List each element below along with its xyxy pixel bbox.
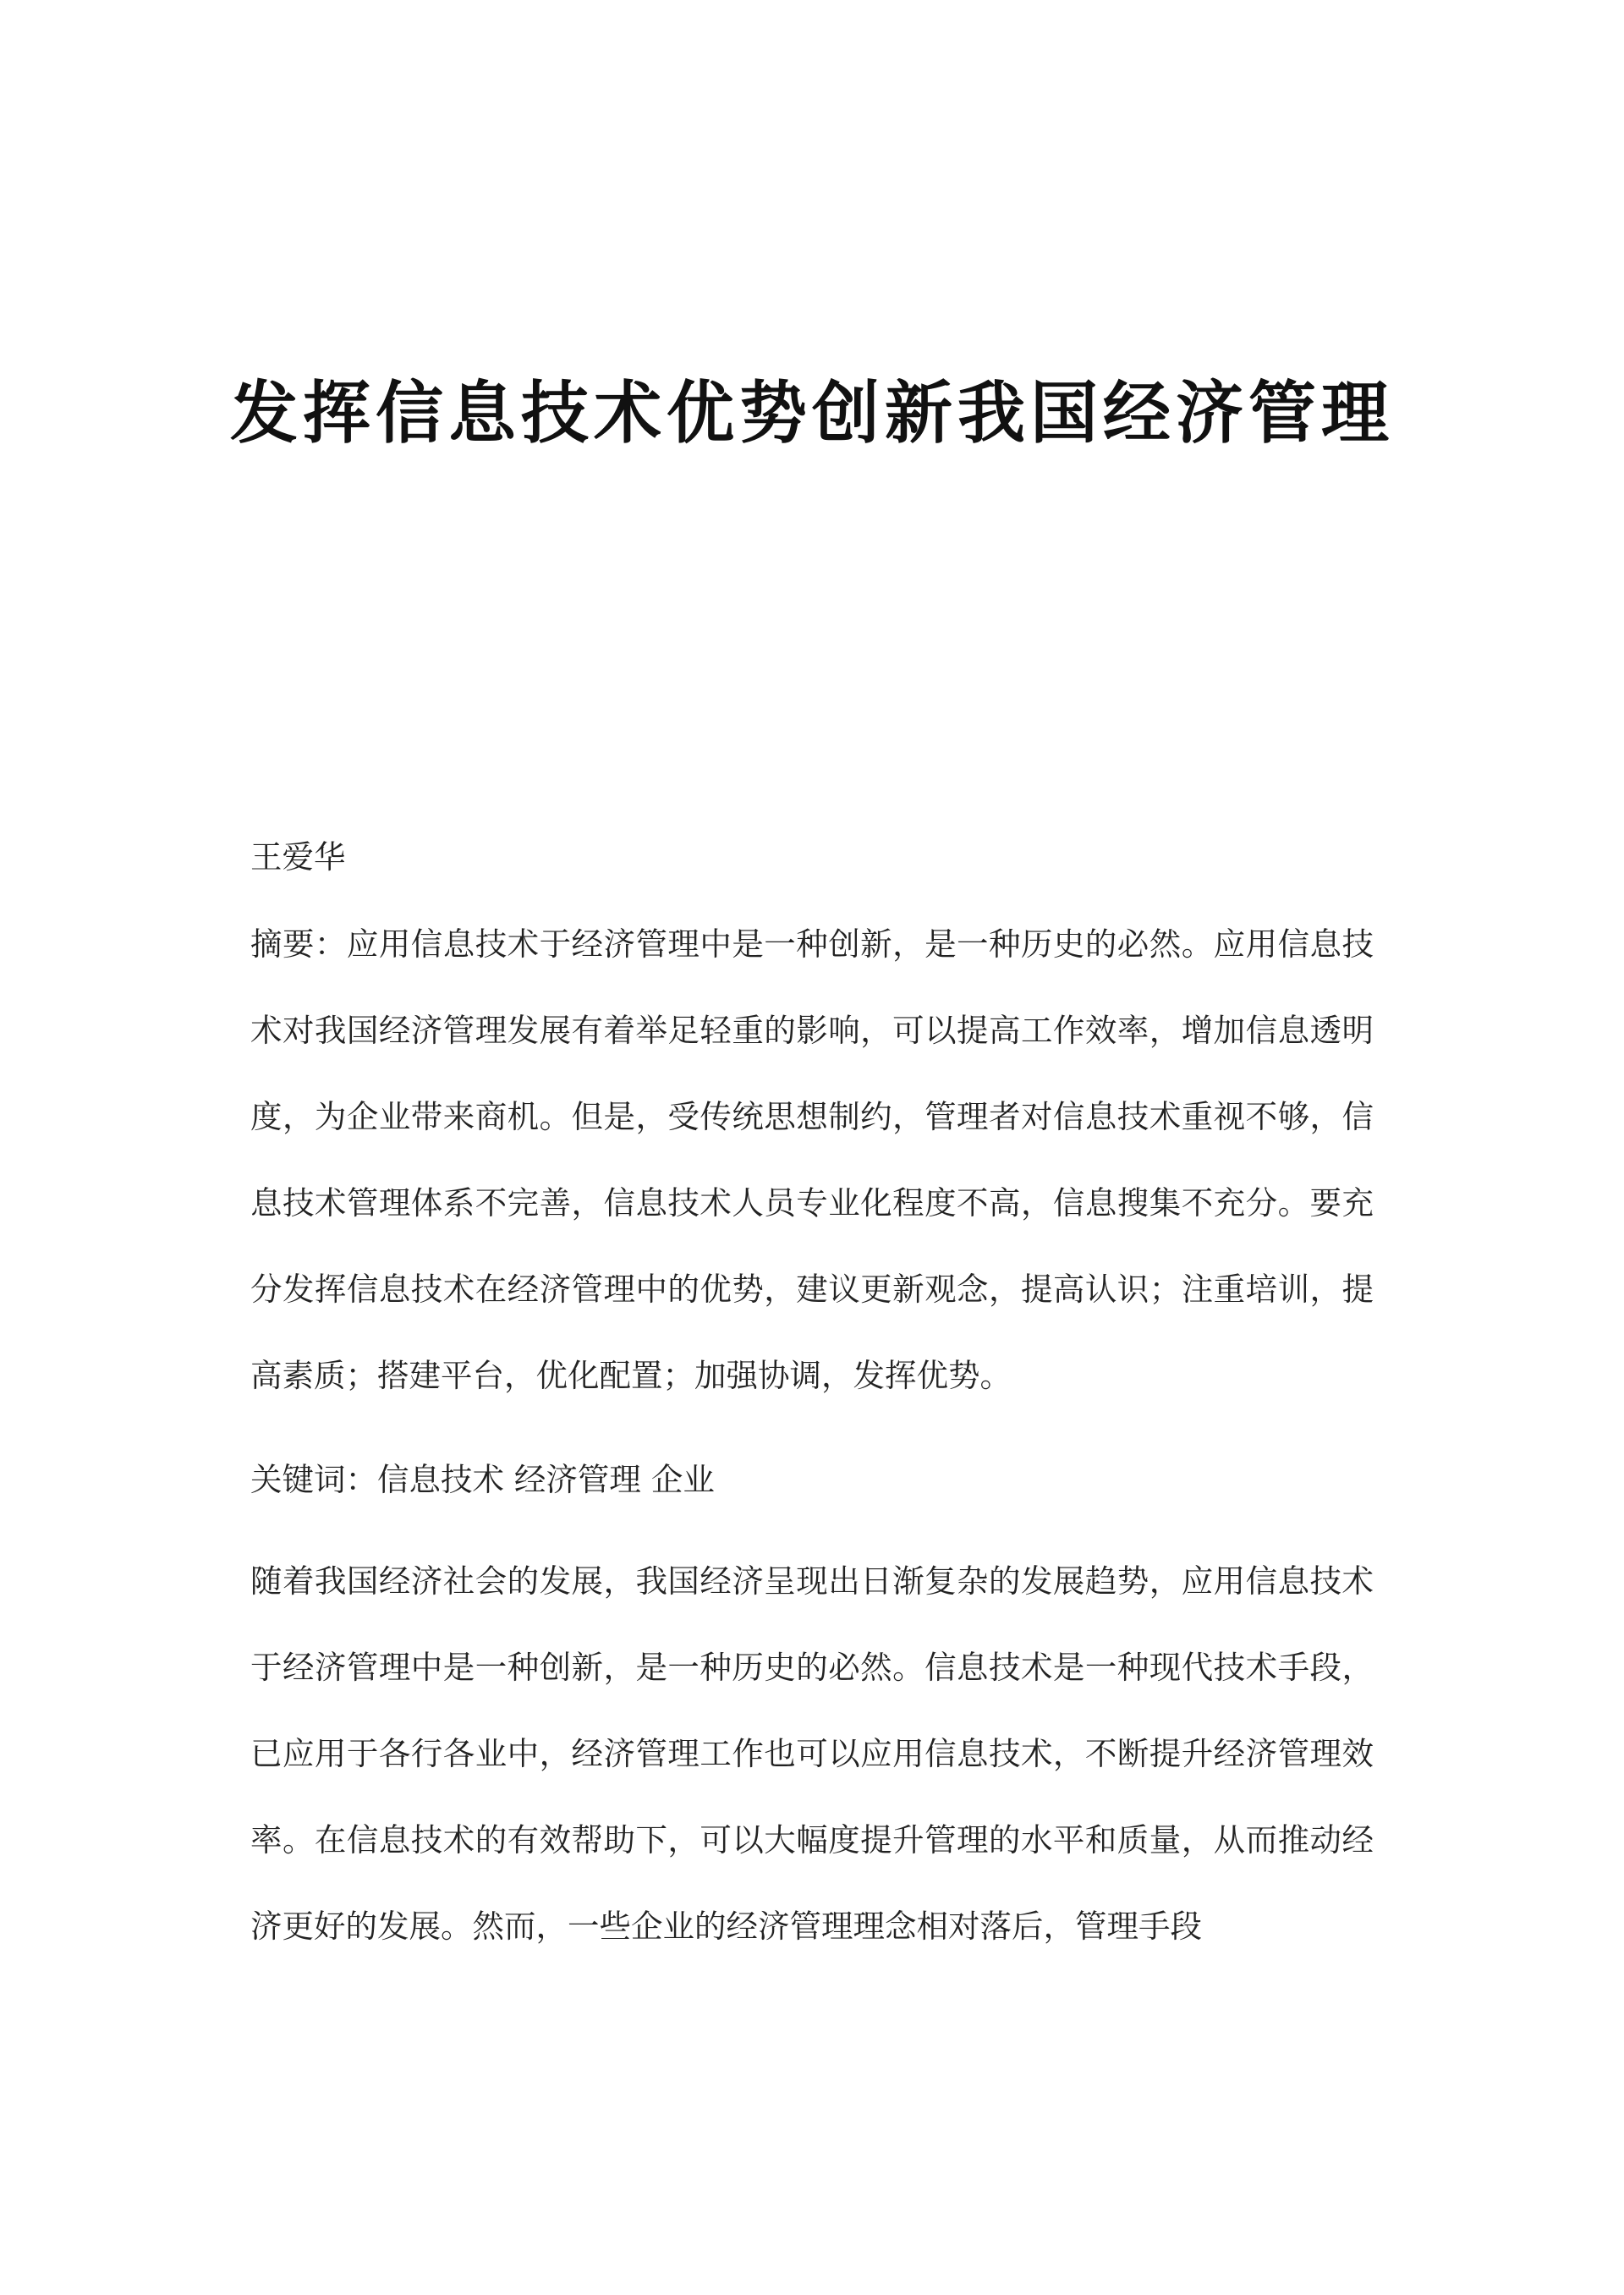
page-title: 发挥信息技术优势创新我国经济管理 <box>230 373 1394 453</box>
abstract-paragraph: 摘要：应用信息技术于经济管理中是一种创新，是一种历史的必然。应用信息技术对我国经济管理发展有着举足轻重的影响，可以提高工作效率，增加信息透明度，为企业带来商机。但是，受传统思想制约，管理者对信息技术重视不够，信息技术管理体系不完善，信息技术人员专业化程度不高，信息搜集不充分。要充分发挥信息技术在经济管理中的优势，建议更新观念，提高认识；注重培训，提高素质；搭建平台，优化配置；加强协调，发挥优势。 <box>250 925 1374 1394</box>
keywords-line: 关键词：信息技术 经济管理 企业 <box>250 1461 715 1498</box>
intro-paragraph: 随着我国经济社会的发展，我国经济呈现出日渐复杂的发展趋势，应用信息技术于经济管理中是一种创新，是一种历史的必然。信息技术是一种现代技术手段，已应用于各行各业中，经济管理工作也可以应用信息技术，不断提升经济管理效率。在信息技术的有效帮助下，可以大幅度提升管理的水平和质量，从而推动经济更好的发展。然而，一些企业的经济管理理念相对落后，管理手段 <box>250 1562 1374 1945</box>
author-name: 王爱华 <box>250 838 346 876</box>
